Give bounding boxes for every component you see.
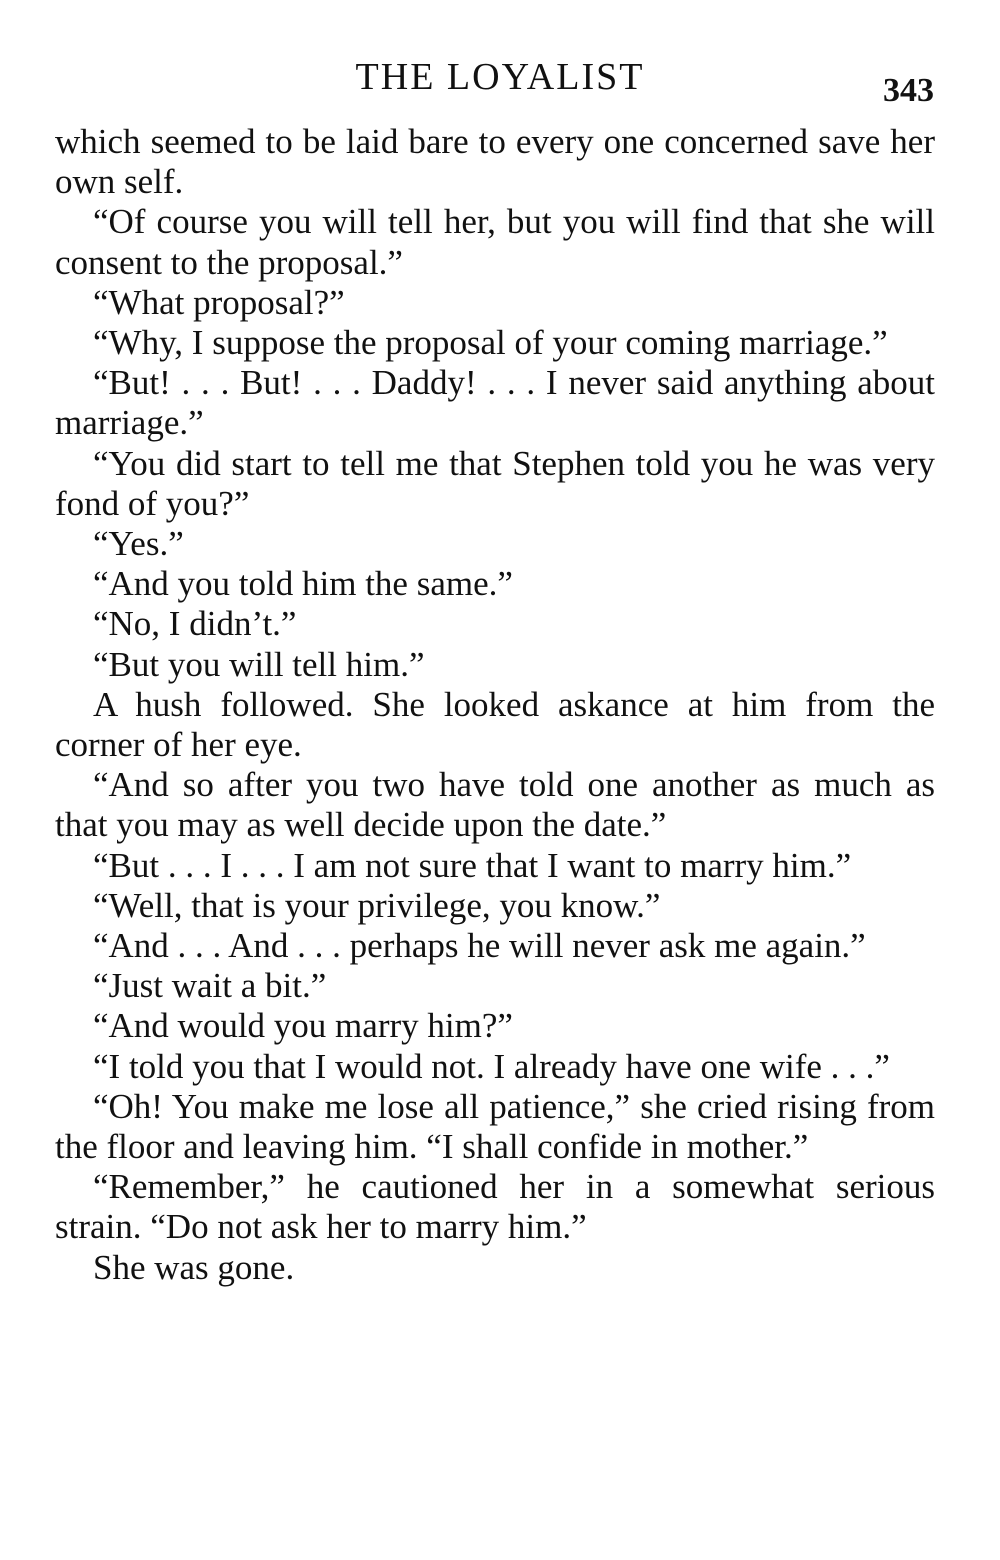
paragraph: which seemed to be laid bare to every one concerned save her own self.	[55, 122, 935, 202]
paragraph: “Remember,” he cautioned her in a somewhat serious strain. “Do not ask her to marry him.”	[55, 1167, 935, 1247]
paragraph: “But you will tell him.”	[93, 644, 425, 684]
paragraph: “But . . . I . . . I am not sure that I want to marry him.”	[93, 845, 852, 885]
paragraph: A hush followed. She looked askance at him from the corner of her eye.	[55, 684, 935, 765]
paragraph: “Yes.”	[93, 524, 184, 564]
paragraph: She was gone.	[93, 1247, 295, 1287]
page-number: 343	[883, 72, 934, 109]
running-title: THE LOYALIST	[355, 56, 645, 98]
running-head	[0, 52, 1000, 112]
paragraph: “I told you that I would not. I already have one wife . . .”	[93, 1046, 890, 1086]
paragraph: “No, I didn’t.”	[93, 604, 297, 644]
paragraph: “And would you marry him?”	[93, 1006, 513, 1046]
paragraph: “And you told him the same.”	[93, 564, 513, 604]
body-text	[55, 122, 935, 1288]
paragraph: “And . . . And . . . perhaps he will never ask me again.”	[93, 926, 866, 966]
paragraph: “Well, that is your privilege, you know.”	[93, 885, 661, 925]
paragraph: “But! . . . But! . . . Daddy! . . . I never said anything about marriage.”	[55, 363, 935, 443]
paragraph: “What proposal?”	[93, 282, 345, 322]
paragraph: “Of course you will tell her, but you will find that she will consent to the proposal.”	[55, 202, 935, 282]
paragraph: “Why, I suppose the proposal of your coming marriage.”	[93, 323, 888, 363]
paragraph: “Oh! You make me lose all patience,” she cried rising from the floor and leaving him. “I shall confide in mother.”	[55, 1086, 935, 1167]
paragraph: “Just wait a bit.”	[93, 966, 327, 1006]
paragraph: “And so after you two have told one another as much as that you may as well decide upon the date.”	[55, 765, 935, 845]
paragraph: “You did start to tell me that Stephen told you he was very fond of you?”	[55, 443, 935, 523]
